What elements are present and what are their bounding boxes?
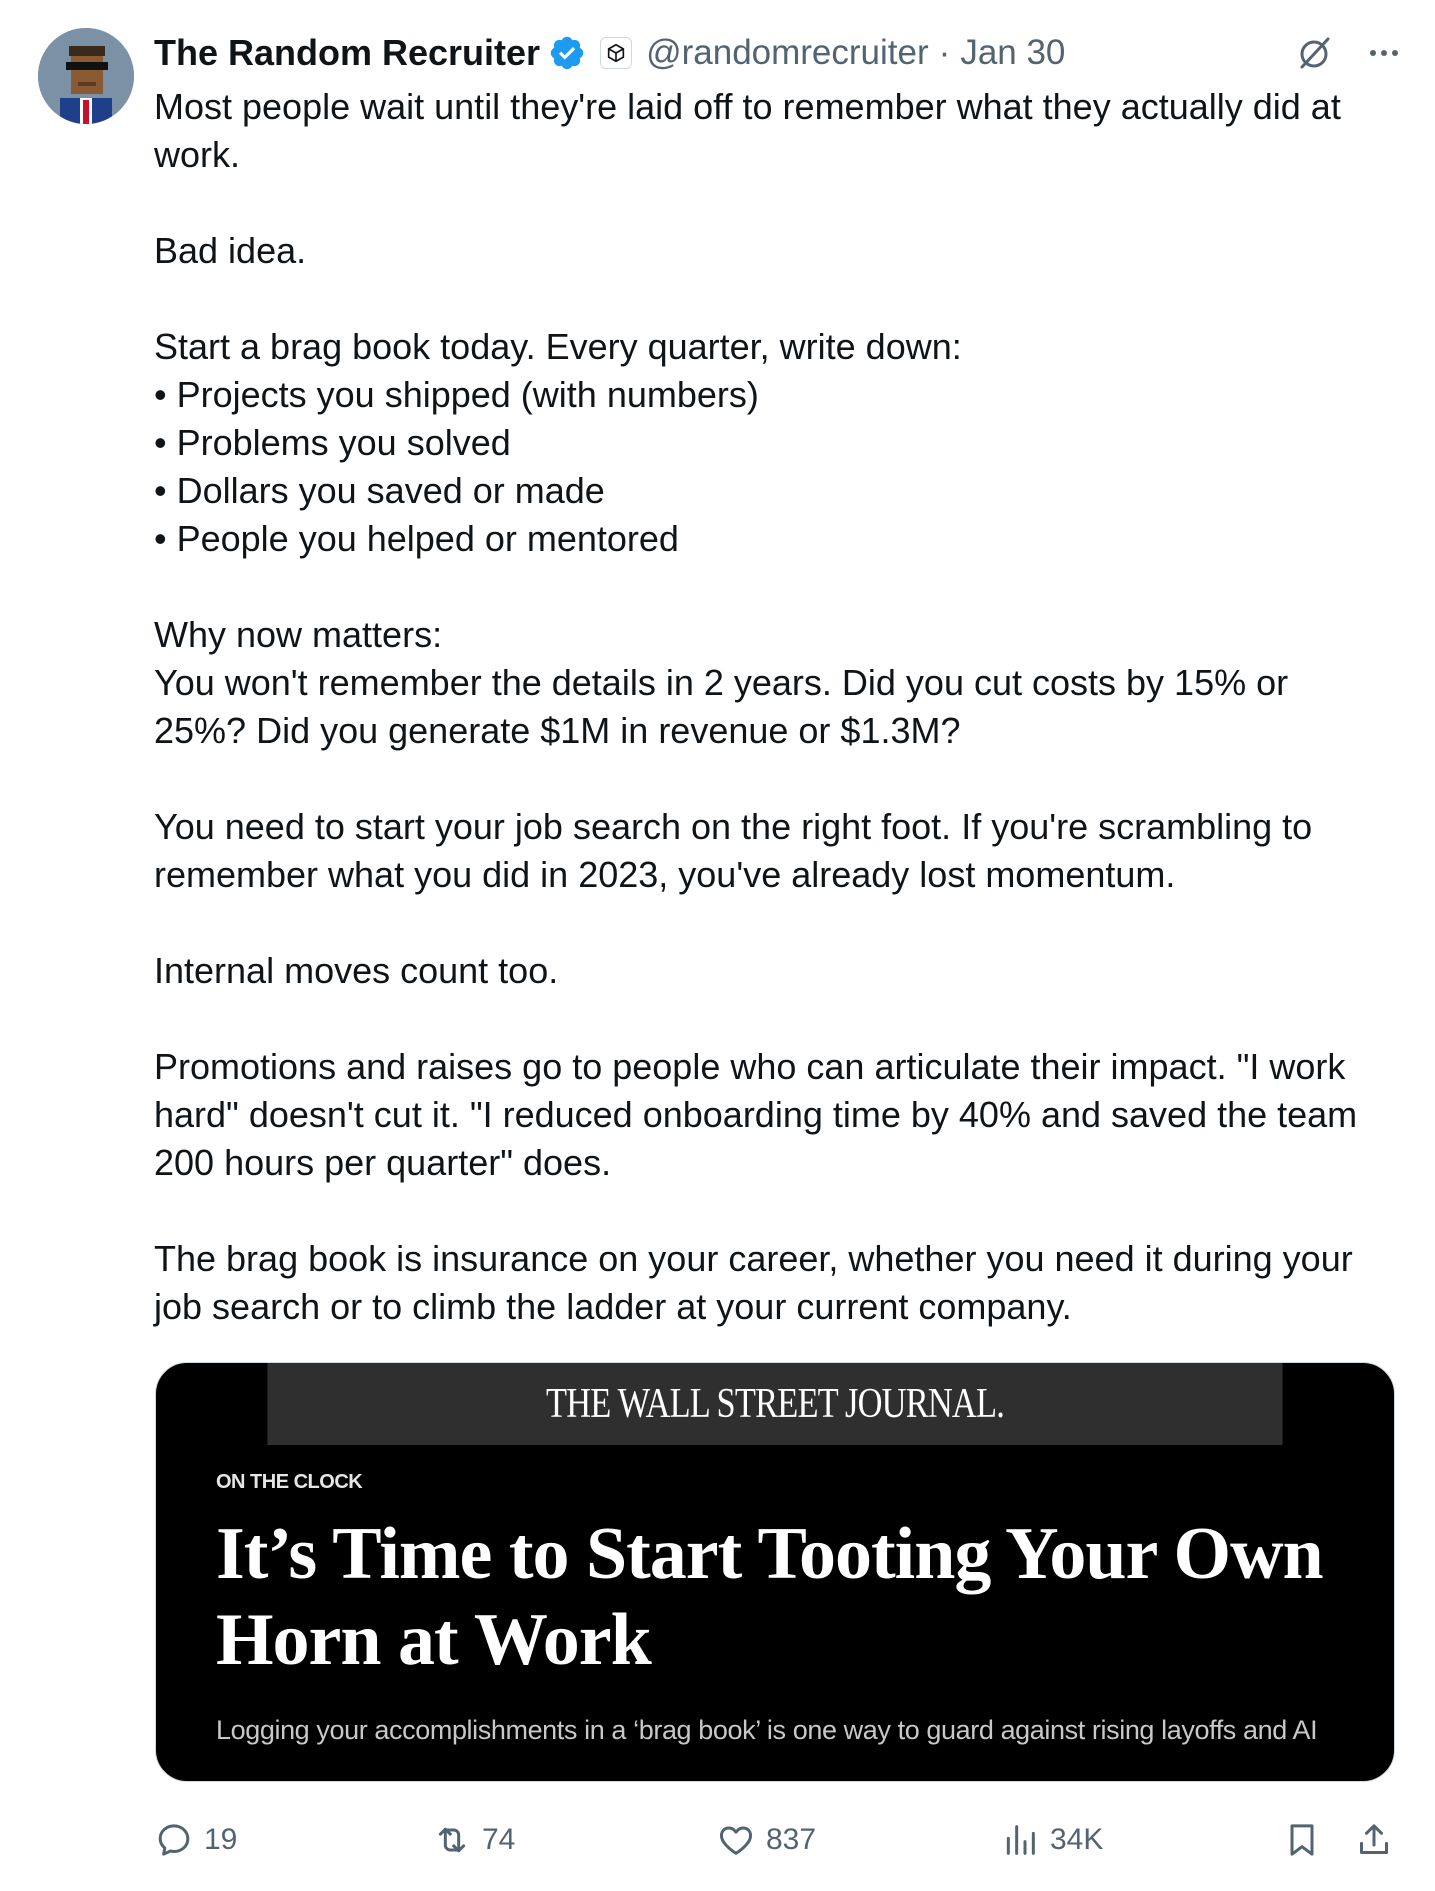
text-line: hard" doesn't cut it. "I reduced onboarding time by 40% and saved the team (154, 1094, 1358, 1135)
tweet-paragraph (154, 1235, 1404, 1331)
reply-button[interactable] (154, 1812, 237, 1868)
text-line: You need to start your job search on the right foot. If you're scrambling to (154, 806, 1313, 847)
tweet-header (154, 26, 1404, 80)
heart-icon (716, 1820, 756, 1860)
header-separator: · (938, 33, 951, 72)
cube-icon (605, 42, 627, 64)
tweet-action-bar (154, 1812, 1404, 1868)
text-line: Promotions and raises go to people who can articulate their impact. "I work (154, 1046, 1346, 1087)
tweet-paragraph (154, 947, 1404, 995)
repost-icon (432, 1820, 472, 1860)
text-line: Why now matters: (154, 614, 443, 655)
card-headline (216, 1511, 1356, 1683)
author-name[interactable]: The Random Recruiter (154, 32, 541, 73)
text-line: You won't remember the details in 2 years. Did you cut costs by 15% or (154, 662, 1289, 703)
bullet-item: • Projects you shipped (with numbers) (154, 374, 759, 415)
article-link-card[interactable] (155, 1362, 1395, 1782)
tweet-paragraph (154, 1043, 1404, 1187)
repost-count: 74 (482, 1823, 516, 1856)
reply-count: 19 (204, 1823, 238, 1856)
tweet-text (154, 83, 1404, 1331)
views-chart-icon (1000, 1820, 1040, 1860)
card-masthead: THE WALL STREET JOURNAL. (267, 1363, 1282, 1445)
like-count: 837 (766, 1823, 817, 1856)
text-line: Internal moves count too. (154, 950, 559, 991)
repost-button[interactable] (432, 1812, 515, 1868)
reply-icon (154, 1820, 194, 1860)
bullet-item: • Dollars you saved or made (154, 470, 605, 511)
tweet-paragraph (154, 83, 1404, 179)
card-headline-line: It’s Time to Start Tooting Your Own (216, 1513, 1323, 1595)
bullet-item: • People you helped or mentored (154, 518, 679, 559)
card-kicker: ON THE CLOCK (216, 1471, 363, 1493)
tweet-paragraph (154, 323, 1404, 563)
bullet-item: • Problems you solved (154, 422, 511, 463)
author-handle[interactable]: @randomrecruiter (646, 33, 929, 72)
text-line: 25%? Did you generate $1M in revenue or $1.3M? (154, 710, 961, 751)
like-button[interactable] (716, 1812, 816, 1868)
text-line: work. (154, 134, 241, 175)
text-line: job search or to climb the ladder at your current company. (154, 1286, 1072, 1327)
text-line: remember what you did in 2023, you've already lost momentum. (154, 854, 1176, 895)
more-options-icon[interactable] (1364, 33, 1404, 73)
avatar[interactable] (38, 28, 134, 124)
views-button[interactable] (1000, 1812, 1103, 1868)
text-line: 200 hours per quarter" does. (154, 1142, 612, 1183)
text-line: The brag book is insurance on your career, whether you need it during your (154, 1238, 1353, 1279)
tweet-paragraph (154, 803, 1404, 899)
tweet-paragraph (154, 611, 1404, 755)
share-icon (1354, 1820, 1394, 1860)
views-count: 34K (1050, 1823, 1104, 1856)
card-dek: Logging your accomplishments in a ‘brag book’ is one way to guard against rising layoffs and AI (216, 1715, 1318, 1745)
share-button[interactable] (1354, 1812, 1394, 1868)
verified-badge-icon[interactable] (548, 34, 586, 72)
bookmark-button[interactable] (1282, 1812, 1322, 1868)
avatar-image (38, 28, 134, 124)
text-line: Bad idea. (154, 230, 307, 271)
tweet-date[interactable]: Jan 30 (960, 33, 1066, 72)
text-line: Most people wait until they're laid off to remember what they actually did at (154, 86, 1341, 127)
bookmark-icon (1282, 1820, 1322, 1860)
grok-icon[interactable] (1294, 33, 1334, 73)
tweet-paragraph (154, 227, 1404, 275)
card-headline-line: Horn at Work (216, 1599, 651, 1681)
text-line: Start a brag book today. Every quarter, write down: (154, 326, 962, 367)
affiliation-badge-icon[interactable] (600, 37, 632, 69)
